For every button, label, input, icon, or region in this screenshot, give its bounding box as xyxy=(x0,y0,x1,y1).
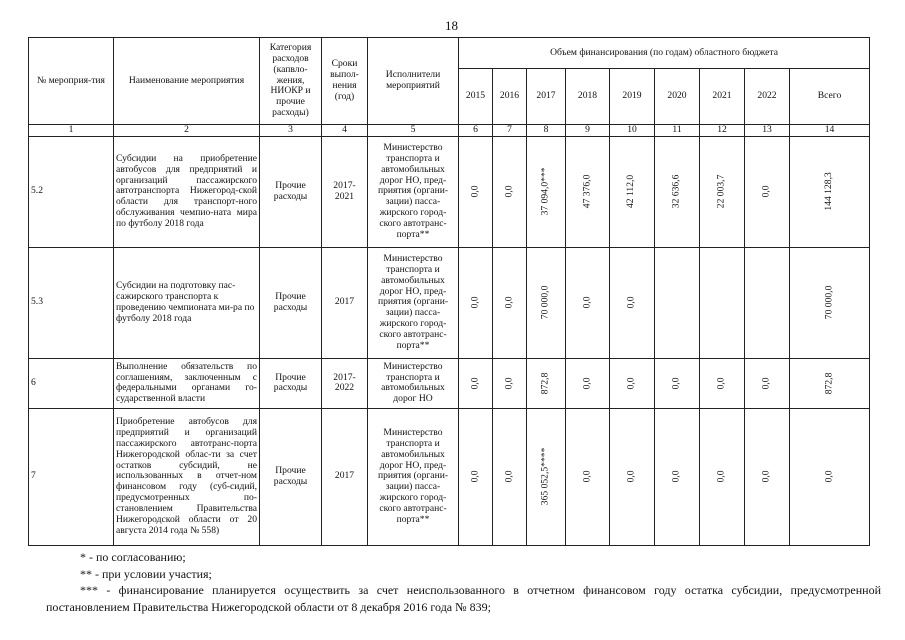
row-executor: Министерство транспорта и автомобильных дорог НО xyxy=(368,358,459,408)
value-cell xyxy=(655,247,700,358)
index-cell: 5 xyxy=(368,125,459,137)
total-cell: 0,0 xyxy=(790,408,870,545)
footnotes xyxy=(46,549,881,615)
value-cell: 0,0 xyxy=(700,408,745,545)
index-cell: 8 xyxy=(527,125,566,137)
value-cell: 0,0 xyxy=(493,408,527,545)
index-cell: 1 xyxy=(29,125,114,137)
row-term: 2017-2021 xyxy=(322,136,368,247)
value-cell: 0,0 xyxy=(493,358,527,408)
row-term: 2017 xyxy=(322,408,368,545)
page-number: 18 xyxy=(445,18,458,33)
value-cell: 0,0 xyxy=(459,358,493,408)
total-cell: 144 128,3 xyxy=(790,136,870,247)
index-cell: 7 xyxy=(493,125,527,137)
row-category: Прочие расходы xyxy=(260,408,322,545)
year-cell: 2018 xyxy=(566,69,610,125)
value-cell: 22 003,7 xyxy=(700,136,745,247)
total-header-cell: Всего xyxy=(790,69,870,125)
index-cell: 3 xyxy=(260,125,322,137)
row-category: Прочие расходы xyxy=(260,358,322,408)
row-executor: Министерство транспорта и автомобильных дорог НО, пред-приятия (органи-зации) пасса-жирского город-ского автотранс-порта** xyxy=(368,136,459,247)
value-cell: 0,0 xyxy=(610,408,655,545)
index-cell: 12 xyxy=(700,125,745,137)
year-cell: 2017 xyxy=(527,69,566,125)
row-num: 5.3 xyxy=(29,247,114,358)
year-cell: 2016 xyxy=(493,69,527,125)
value-cell: 0,0 xyxy=(493,247,527,358)
header-category: Категория расходов (капвло-жения, НИОКР и прочие расходы) xyxy=(260,38,322,125)
header-name: Наименование мероприятия xyxy=(114,38,260,125)
table-row xyxy=(29,358,870,408)
table-row xyxy=(29,247,870,358)
value-cell: 0,0 xyxy=(655,358,700,408)
header-num: № мероприя-тия xyxy=(29,38,114,125)
value-cell: 0,0 xyxy=(655,408,700,545)
row-executor: Министерство транспорта и автомобильных дорог НО, пред-приятия (органи-зации) пасса-жирского город-ского автотранс-порта** xyxy=(368,408,459,545)
row-executor: Министерство транспорта и автомобильных дорог НО, пред-приятия (органи-зации) пасса-жирского город-ского автотранс-порта** xyxy=(368,247,459,358)
header-financing: Объем финансирования (по годам) областного бюджета xyxy=(459,38,870,69)
row-num: 7 xyxy=(29,408,114,545)
value-cell: 47 376,0 xyxy=(566,136,610,247)
year-cell: 2021 xyxy=(700,69,745,125)
value-cell: 0,0 xyxy=(745,408,790,545)
header-term: Сроки выпол-нения (год) xyxy=(322,38,368,125)
value-cell: 0,0 xyxy=(610,358,655,408)
value-cell: 0,0 xyxy=(566,247,610,358)
year-cell: 2015 xyxy=(459,69,493,125)
index-cell: 6 xyxy=(459,125,493,137)
value-cell: 37 094,0*** xyxy=(527,136,566,247)
footnote: * - по согласованию; xyxy=(80,550,186,564)
row-category: Прочие расходы xyxy=(260,247,322,358)
value-cell: 365 052,5**** xyxy=(527,408,566,545)
value-cell: 32 636,6 xyxy=(655,136,700,247)
index-cell: 4 xyxy=(322,125,368,137)
value-cell: 42 112,0 xyxy=(610,136,655,247)
row-name: Субсидии на подготовку пас-сажирского транспорта к проведению чемпионата ми-ра по футболу 2018 года xyxy=(114,247,260,358)
value-cell: 0,0 xyxy=(493,136,527,247)
value-cell: 0,0 xyxy=(459,136,493,247)
year-cell: 2019 xyxy=(610,69,655,125)
value-cell: 0,0 xyxy=(459,408,493,545)
value-cell xyxy=(745,247,790,358)
value-cell: 0,0 xyxy=(566,408,610,545)
index-cell: 14 xyxy=(790,125,870,137)
index-cell: 11 xyxy=(655,125,700,137)
year-cell: 2022 xyxy=(745,69,790,125)
index-cell: 2 xyxy=(114,125,260,137)
row-name: Субсидии на приобретение автобусов для предприятий и организаций пассажирского автотранспорта Нижегород-ской области для транспорт-ного обслуживания чемпио-ната мира по футболу 2018 года xyxy=(114,136,260,247)
index-row xyxy=(29,125,870,137)
row-name: Приобретение автобусов для предприятий и организаций пассажирского автотранс-порта Нижегородской облас-ти за счет остатков субсидий, не использованных в отчет-ном финансовом году (суб-сидий, предусмотренных по-становлением Правительства Нижегородской области от 20 августа 2014 года № 558) xyxy=(114,408,260,545)
row-term: 2017-2022 xyxy=(322,358,368,408)
value-cell: 0,0 xyxy=(745,358,790,408)
year-cell: 2020 xyxy=(655,69,700,125)
value-cell: 0,0 xyxy=(566,358,610,408)
value-cell: 0,0 xyxy=(459,247,493,358)
table-row xyxy=(29,136,870,247)
value-cell: 0,0 xyxy=(610,247,655,358)
header-executors: Исполнители мероприятий xyxy=(368,38,459,125)
table-row xyxy=(29,408,870,545)
footnote: ** - при условии участия; xyxy=(80,566,212,581)
index-cell: 9 xyxy=(566,125,610,137)
index-cell: 13 xyxy=(745,125,790,137)
footnote: *** - финансирование планируется осуществить за счет неиспользованного в отчетном финансовом году остатка субсидии, предусмотренной постановлением Правительства Нижегородской области от 8 декабря 2016 года № 839; xyxy=(46,583,881,614)
value-cell xyxy=(700,247,745,358)
row-category: Прочие расходы xyxy=(260,136,322,247)
value-cell: 0,0 xyxy=(700,358,745,408)
header-row xyxy=(29,38,870,69)
value-cell: 872,8 xyxy=(527,358,566,408)
total-cell: 872,8 xyxy=(790,358,870,408)
row-term: 2017 xyxy=(322,247,368,358)
row-num: 6 xyxy=(29,358,114,408)
index-cell: 10 xyxy=(610,125,655,137)
total-cell: 70 000,0 xyxy=(790,247,870,358)
value-cell: 0,0 xyxy=(745,136,790,247)
value-cell: 70 000,0 xyxy=(527,247,566,358)
row-num: 5.2 xyxy=(29,136,114,247)
financing-table xyxy=(28,37,870,546)
row-name: Выполнение обязательств по соглашениям, заключенным с федеральными органами го-сударственной власти xyxy=(114,358,260,408)
